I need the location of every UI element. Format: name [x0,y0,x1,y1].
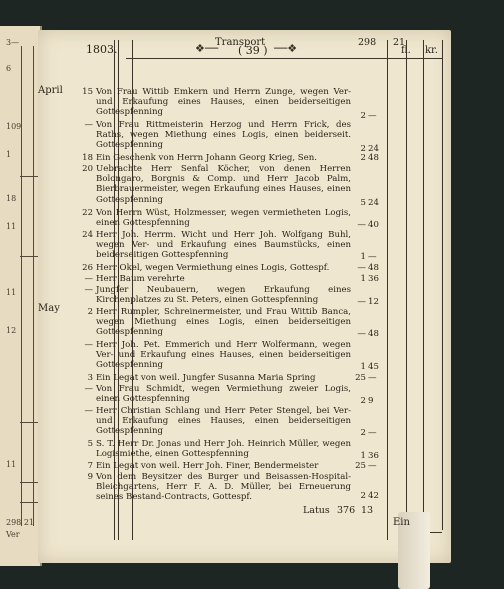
year-heading: 1803. [86,43,118,56]
entry-day: 2 [87,307,93,317]
entry-text: Ein Geschenk von Herrn Johann Georg Krieg, Sen. [96,153,318,163]
entry-day: 22 [82,208,93,218]
transport-florins: 298 [358,37,377,48]
entry-text: Ein Legat von weil. Herr Joh. Finer, Bendermeister [96,461,319,471]
ornament-right-icon: ──❖ [274,42,298,55]
entry-text: Herr Rumpler, Schreinermeister, und Frau Wittib Banca, wegen Miethung eines Logis, einen beiderseitigen Gottespfenning [96,307,351,338]
entry-day: 24 [82,230,93,240]
entry-text: Herr Okel, wegen Vermiethung eines Logis, Gottespf. [96,263,330,273]
ornament-left-icon: ❖── [195,42,219,55]
entry-kreuzer: 40 [368,220,379,230]
entry-text: Jungfer Neubauern, wegen Erkaufung eines Kirchenplatzes zu St. Peters, einen Gottespfenning [96,285,351,306]
left-page-catchword: Ver [6,530,20,539]
entry-text: Von dem Beysitzer des Burger und Beisassen-Hospital-Bleichgartens, Herr F. A. D. Müller, bei Erneuerung seines Bestand-Contracts, Gottespf. [96,472,351,503]
entry-kreuzer: — [368,111,377,121]
left-page-edge [0,26,42,566]
entry-kreuzer: 24 [368,144,379,154]
left-page-mark: 18 [6,194,17,203]
entry-florins: 2 [360,491,366,501]
entry-florins: 25 [355,373,366,383]
left-page-mark: 12 [6,326,17,335]
latus-label: Latus [303,505,330,516]
left-page-dash [20,256,38,257]
column-header-kreuzer: kr. [425,45,438,56]
month-label: May [38,303,60,314]
entry-kreuzer: — [368,252,377,262]
latus-florins: 376 [337,505,356,516]
entry-florins: 1 [360,362,366,372]
entry-day: 18 [82,153,93,163]
month-label: April [38,85,63,96]
left-page-rule [21,46,22,526]
entry-day: — [84,406,93,416]
entry-text: Von Herrn Wüst, Holzmesser, wegen vermietheten Logis, einen Gottespfenning [96,208,351,229]
entry-text: Von Frau Schmidt, wegen Vermiethung zweier Logis, einen Gottespfenning [96,384,351,405]
latus-kreuzer: 13 [361,505,374,516]
left-page-dash [20,482,38,483]
entry-kreuzer: — [368,428,377,438]
entry-text: Von Frau Rittmeisterin Herzog und Herrn Frick, des Raths, wegen Miethung eines Logis, einen beiderseit. Gottespfenning [96,120,351,151]
entry-florins: — [357,297,366,307]
entry-florins: 1 [360,274,366,284]
entry-day: — [84,384,93,394]
entry-kreuzer: 36 [368,274,379,284]
text-column-rule [387,40,388,540]
entry-kreuzer: 12 [368,297,379,307]
entry-text: Herr Joh. Pet. Emmerich und Herr Wolfermann, wegen Ver- und Erkaufung eines Hauses, einen beiderseitigen Gottespfenning [96,340,351,371]
left-page-dash [20,176,38,177]
catchword: Ein [393,517,410,528]
entry-kreuzer: 24 [368,198,379,208]
left-page-mark: 6 [6,64,12,73]
entry-text: Herr Baum verehrte [96,274,185,284]
left-page-rule [33,46,34,526]
entry-day: 20 [82,164,93,174]
entry-day: 26 [82,263,93,273]
left-page-total: 298 21 [6,518,34,527]
left-page-mark: 11 [6,288,17,297]
left-page-mark: 11 [6,222,17,231]
entry-florins: 5 [360,198,366,208]
kreuzer-column-rule [423,40,424,540]
entry-florins: — [357,329,366,339]
entry-day: 9 [87,472,93,482]
entry-florins: 1 [360,252,366,262]
entry-florins: 1 [360,451,366,461]
florin-column-rule [406,40,407,540]
entry-kreuzer: 9 [368,396,374,406]
outer-column-rule [442,40,443,530]
entry-text: Von Frau Wittib Emkern und Herrn Zunge, wegen Ver- und Erkaufung eines Hauses, einen beiderseitigen Gottespfenning [96,87,351,118]
entry-kreuzer: 42 [368,491,379,501]
header-rule [126,58,442,59]
entry-day: 15 [82,87,93,97]
entry-text: Uebrachte Herr Senfal Köcher, von denen Herren Bolongaro, Borgnis & Comp. und Herr Jacob Palm, Bierbrauermeister, wegen Erkaufung eines Hauses, einen Gottespfenning [96,164,351,205]
transport-label: Transport [215,37,266,48]
entry-text: S. T. Herr Dr. Jonas und Herr Joh. Heinrich Müller, wegen Logismiethe, einen Gottespfenning [96,439,351,460]
entry-florins: 2 [360,144,366,154]
entry-kreuzer: 36 [368,451,379,461]
left-page-mark: 109 [6,122,22,131]
left-page-mark: 1 [6,150,12,159]
entry-florins: 2 [360,111,366,121]
column-header-florins: fl. [401,45,411,56]
entry-day: 3 [87,373,93,383]
entry-kreuzer: 48 [368,263,379,273]
entry-florins: — [357,263,366,273]
entry-day: — [84,340,93,350]
entry-day: — [84,120,93,130]
entry-kreuzer: — [368,461,377,471]
page-number: ( 39 ) [238,44,268,57]
entry-text: Ein Legat von weil. Jungfer Susanna Maria Spring [96,373,316,383]
entry-text: Herr Christian Schlang und Herr Peter Stengel, bei Ver- und Erkaufung eines Hauses, einen beiderseitigen Gottespfenning [96,406,351,437]
entry-florins: 2 [360,396,366,406]
entry-kreuzer: — [368,373,377,383]
entry-day: — [84,274,93,284]
left-page-mark: 11 [6,460,17,469]
entry-florins: 2 [360,153,366,163]
entry-kreuzer: 48 [368,329,379,339]
left-page-dash [20,422,38,423]
entry-day: 7 [87,461,93,471]
left-page-dash [20,502,38,503]
entry-florins: 25 [355,461,366,471]
entry-text: Herr Joh. Herrm. Wicht und Herr Joh. Wolfgang Buhl, wegen Ver- und Erkaufung eines Baumstücks, einen beiderseitigen Gottespfenning [96,230,351,261]
entry-florins: 2 [360,428,366,438]
entry-day: 5 [87,439,93,449]
entry-florins: — [357,220,366,230]
entry-day: — [84,285,93,295]
entry-kreuzer: 45 [368,362,379,372]
left-page-mark: 3— [6,38,20,47]
entry-kreuzer: 48 [368,153,379,163]
transport-kreuzer: 21 [393,37,406,48]
